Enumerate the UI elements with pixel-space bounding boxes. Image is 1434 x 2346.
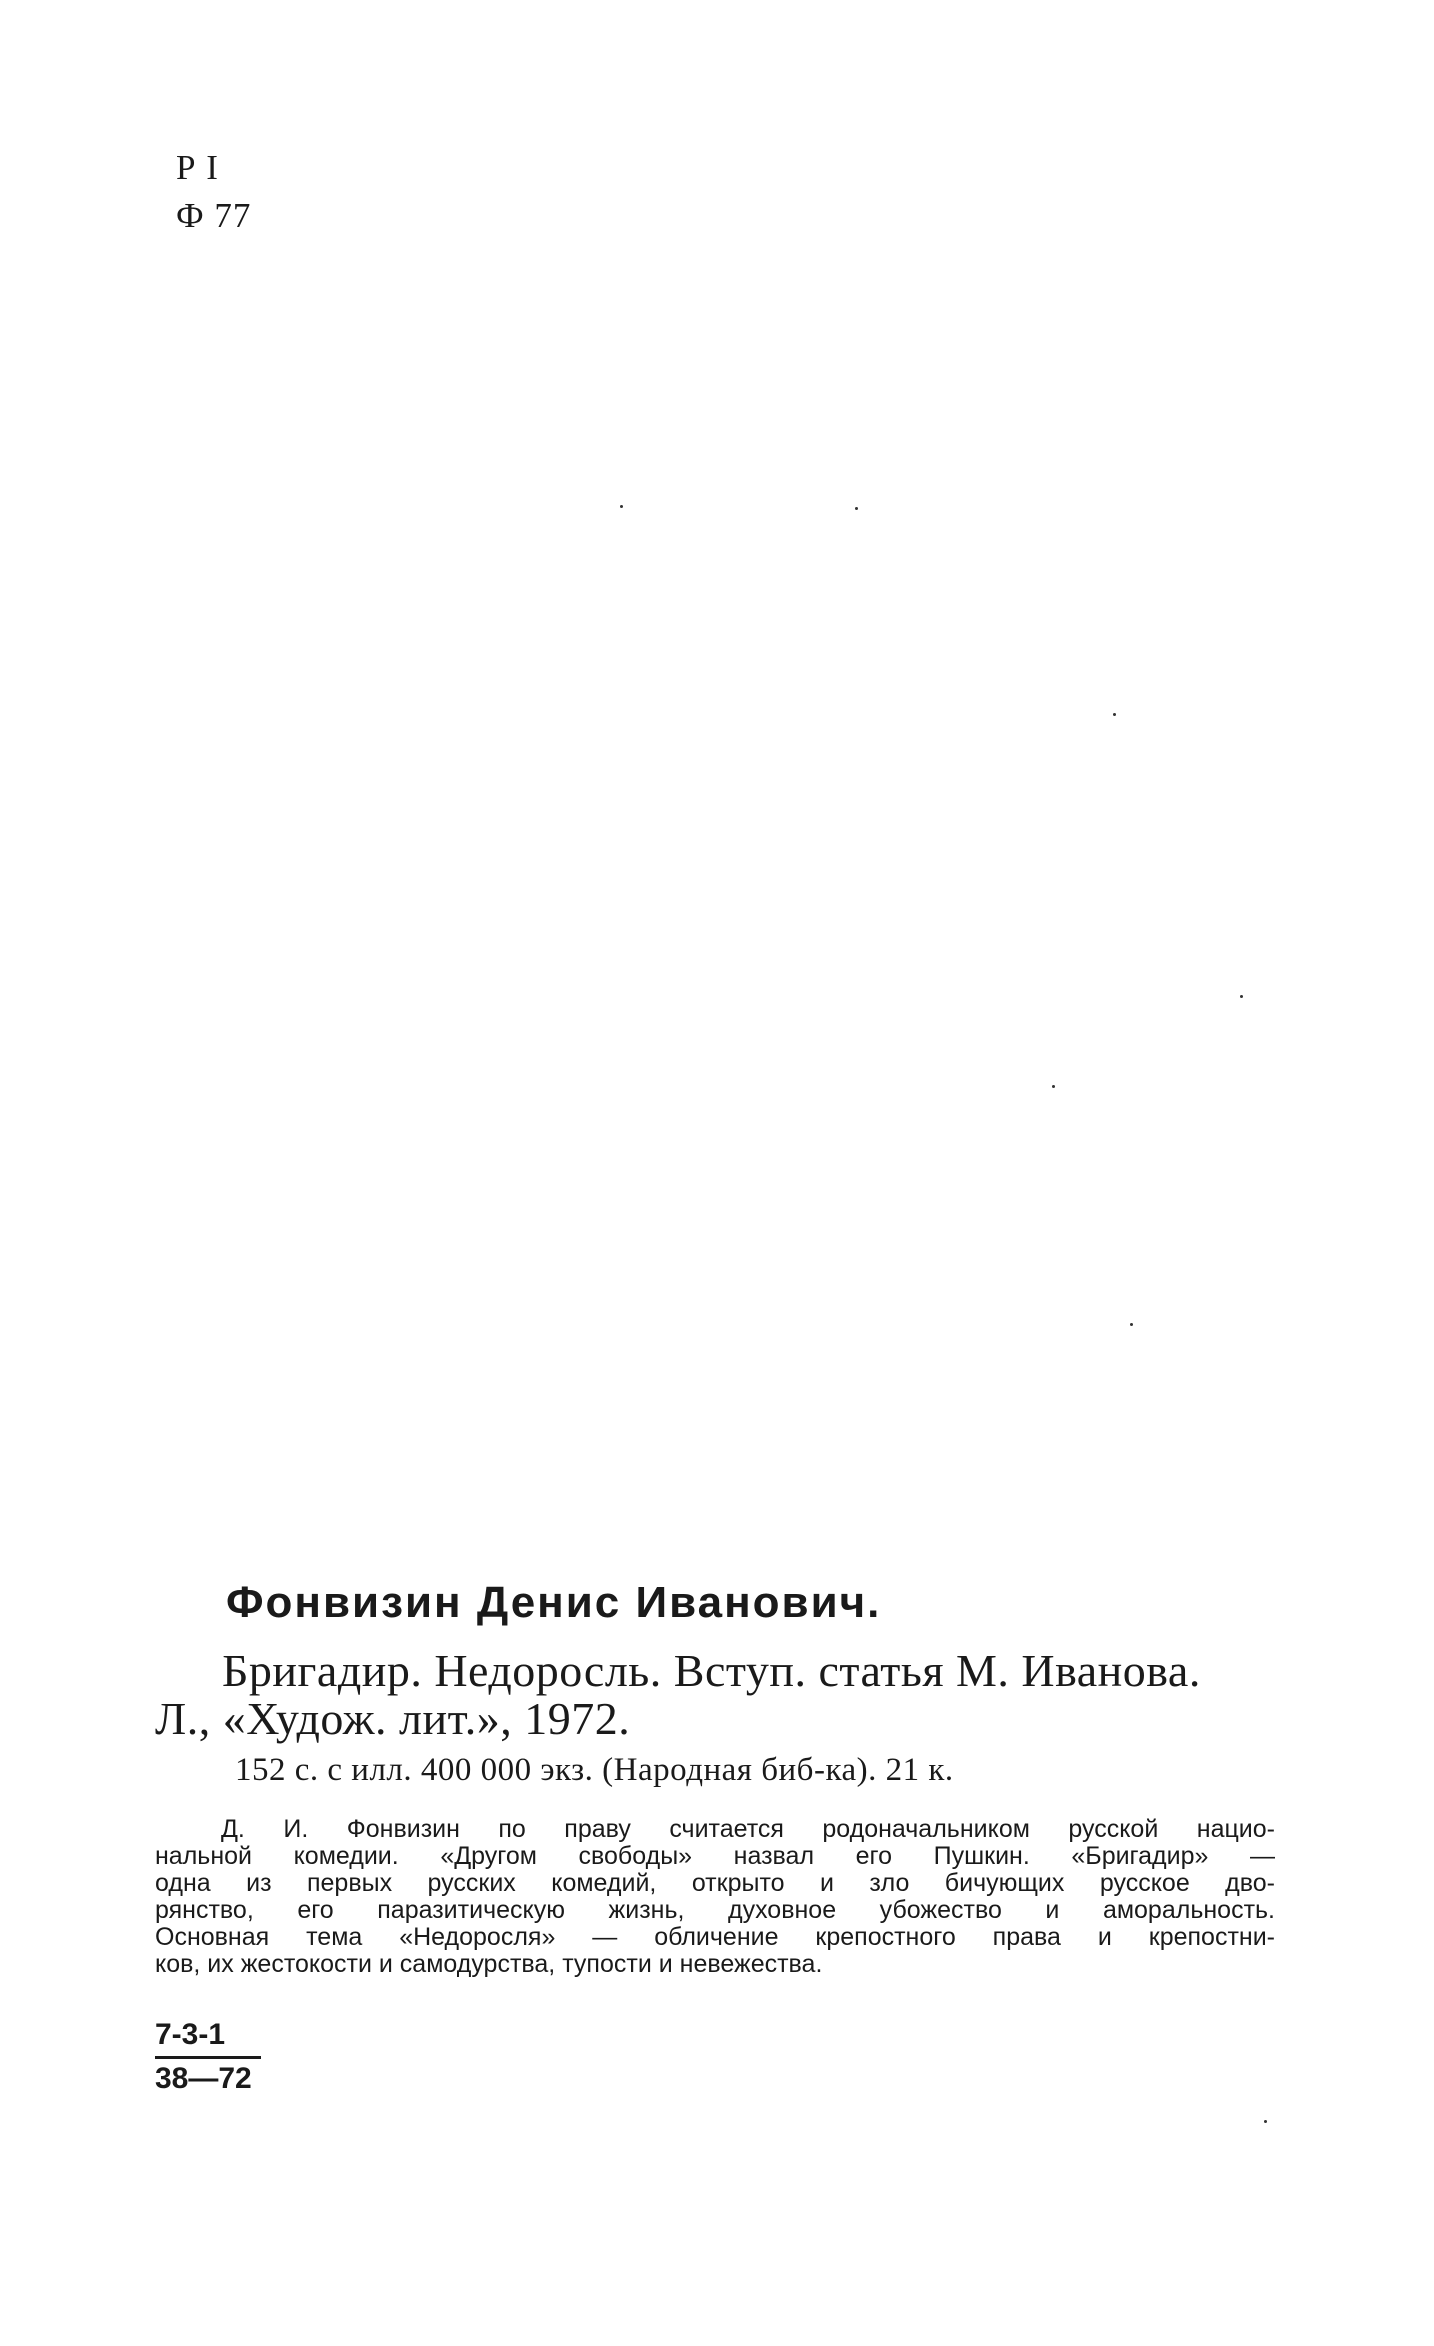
scan-speck	[1130, 1323, 1133, 1326]
annotation-line: нальной комедии. «Другом свободы» назвал его Пушкин. «Бригадир» —	[155, 1842, 1275, 1870]
catalog-code-numerator: 7-3-1	[155, 2018, 226, 2051]
scan-speck	[620, 505, 623, 508]
annotation	[155, 1816, 1275, 1978]
catalog-code-divider	[155, 2056, 261, 2059]
scan-speck	[1113, 713, 1116, 716]
annotation-line: ков, их жестокости и самодурства, тупости и невежества.	[155, 1950, 823, 1978]
classification-index: Р I	[176, 148, 219, 187]
scan-speck	[1052, 1085, 1055, 1088]
book-title: Бригадир. Недоросль. Вступ. статья М. Иванова.	[222, 1645, 1201, 1696]
annotation-line: Д. И. Фонвизин по праву считается родоначальником русской нацио-	[221, 1815, 1275, 1843]
annotation-line: рянство, его паразитическую жизнь, духовное убожество и аморальность.	[155, 1896, 1275, 1924]
annotation-line: одна из первых русских комедий, открыто и зло бичующих русское дво-	[155, 1869, 1275, 1897]
author-mark: Ф 77	[176, 196, 252, 235]
scan-speck	[1264, 2120, 1267, 2123]
physical-description: 152 с. с илл. 400 000 экз. (Народная биб-ка). 21 к.	[235, 1752, 954, 1788]
annotation-line: Основная тема «Недоросля» — обличение крепостного права и крепостни-	[155, 1923, 1275, 1951]
author-name: Фонвизин Денис Иванович.	[226, 1578, 882, 1627]
publication-info: Л., «Худож. лит.», 1972.	[155, 1693, 631, 1744]
catalog-code-denominator: 38—72	[155, 2062, 252, 2095]
scan-speck	[855, 507, 858, 510]
scan-speck	[1240, 995, 1243, 998]
